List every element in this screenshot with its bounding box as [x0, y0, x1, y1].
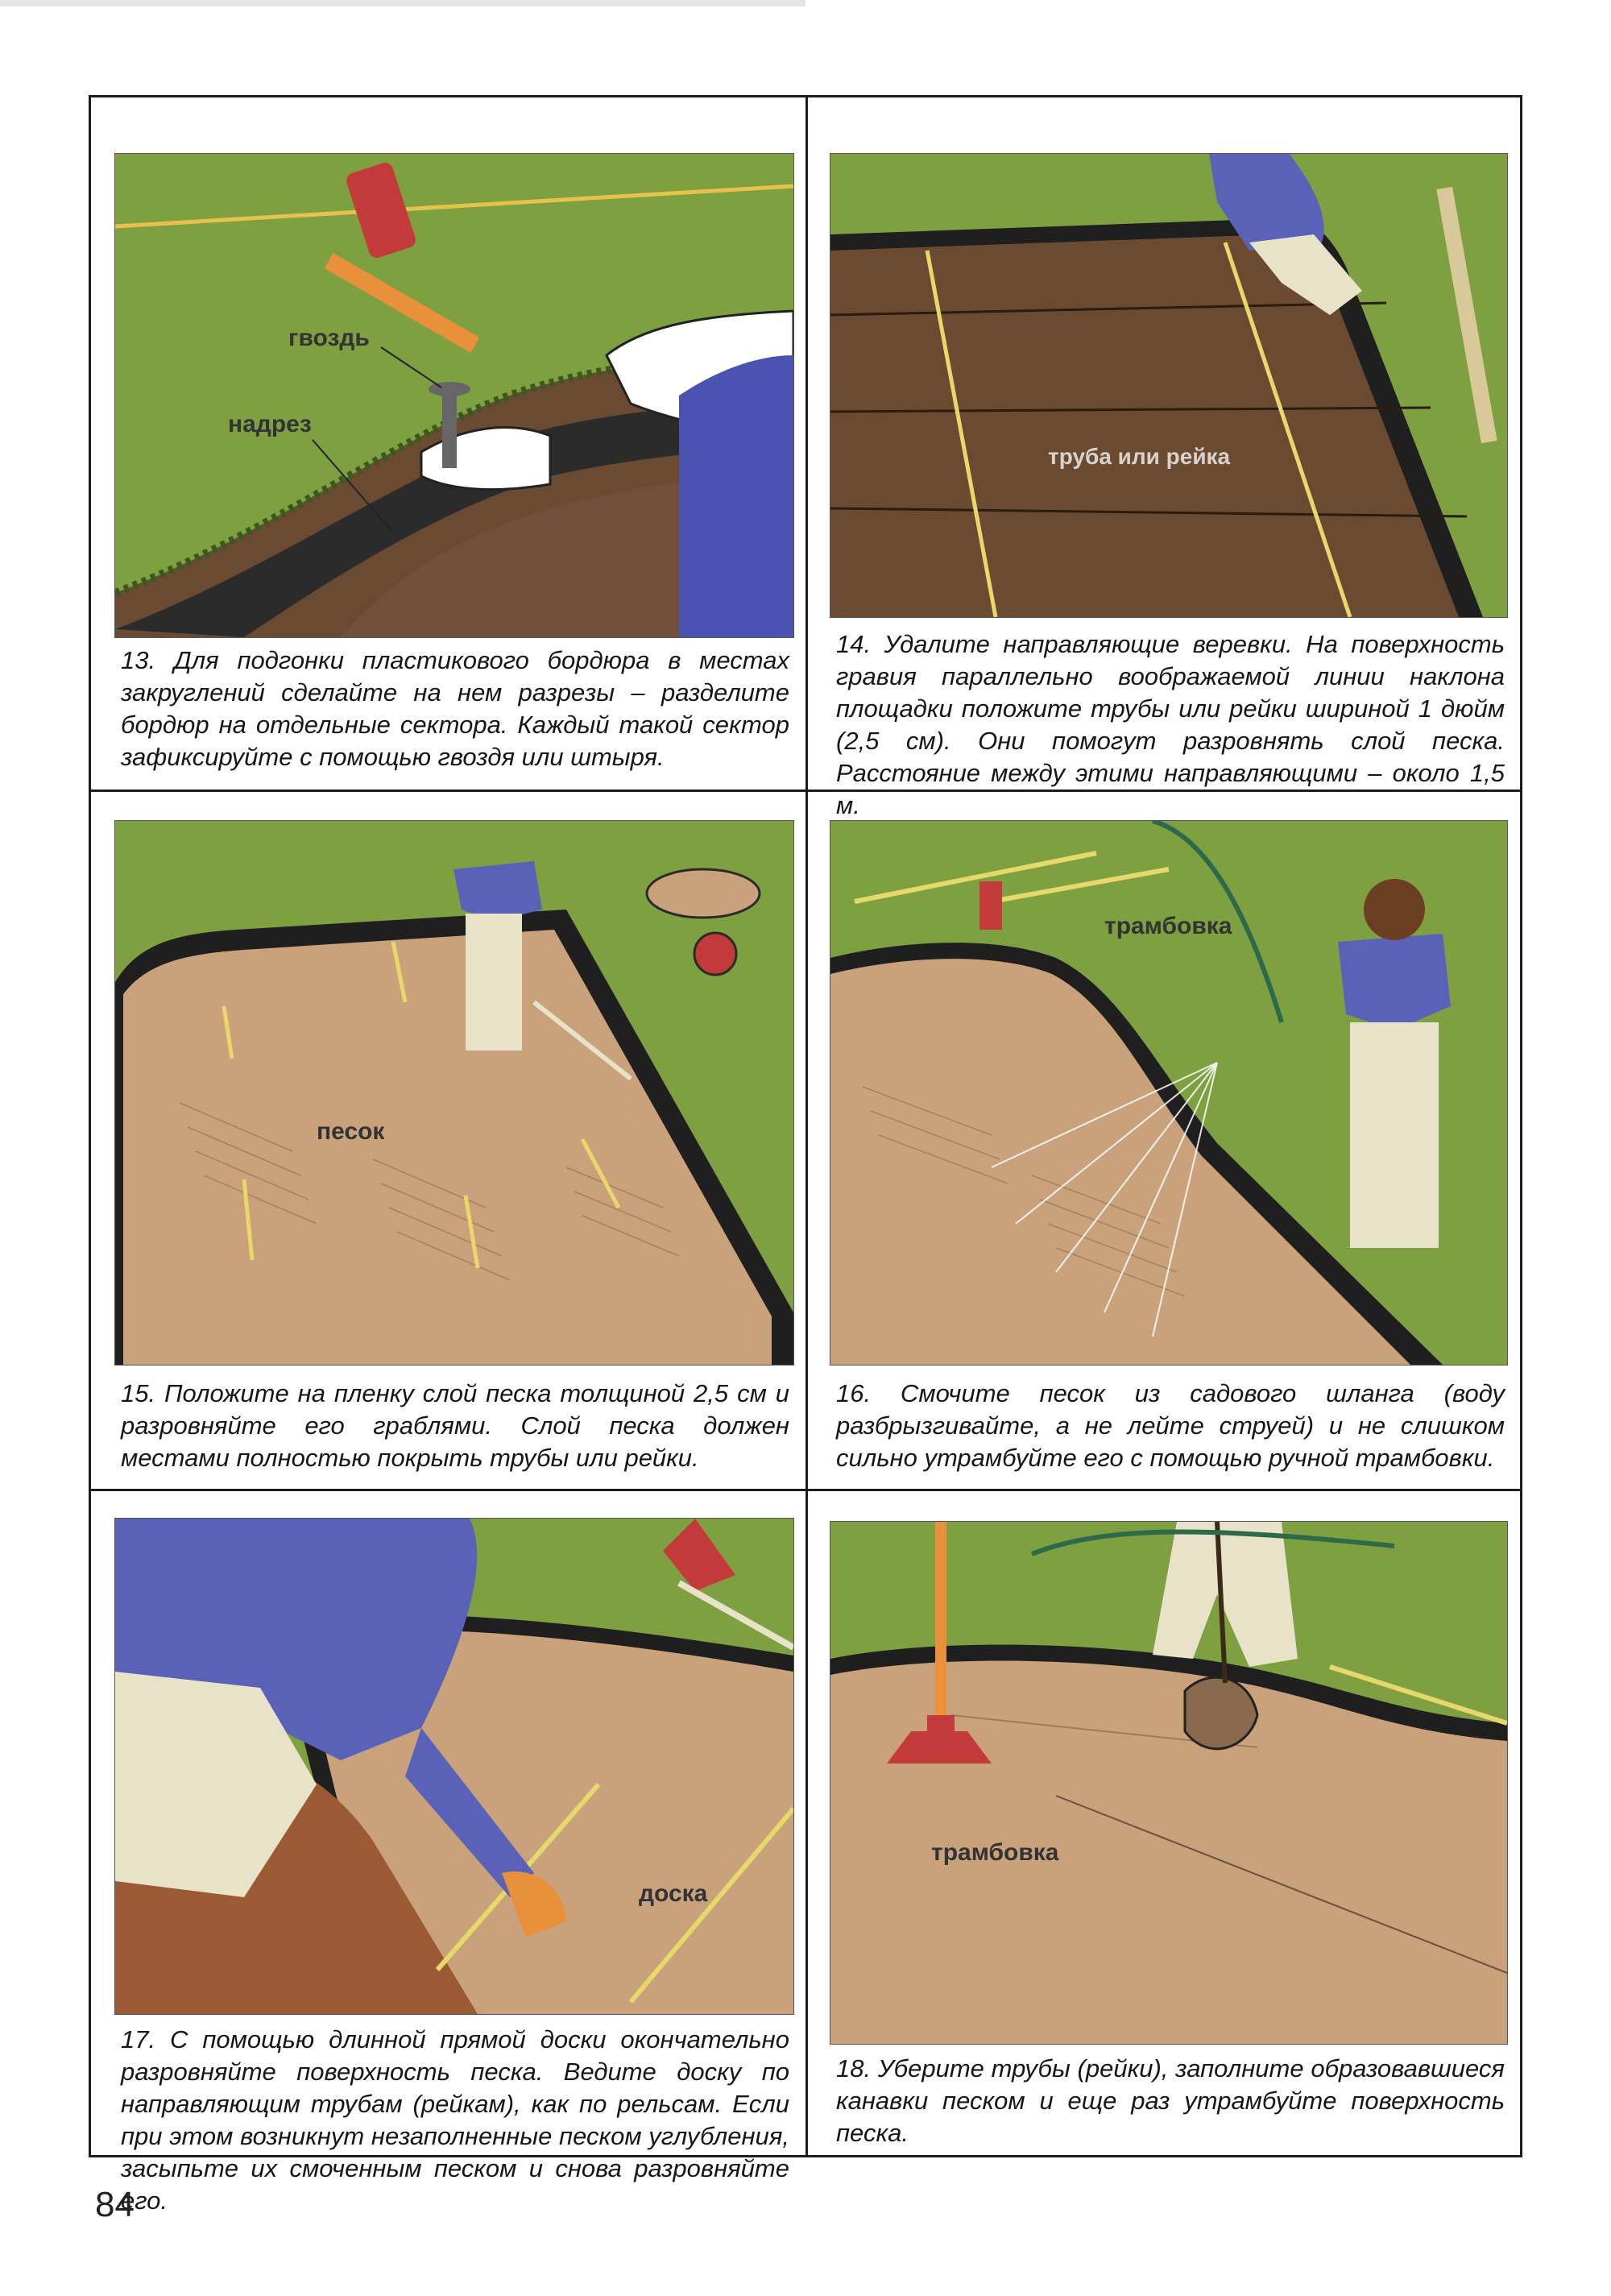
step-17-illustration — [114, 1518, 794, 2015]
step-13-illustration — [114, 153, 794, 638]
step-17-caption: 17. С помощью длинной прямой доски окончательно разровняйте поверхность песка. Ведите доску по направляющим трубам (рейкам), как по рельсам. Если при этом возникнут незаполненные песком углубления, засыпьте их смоченным песком и снова разровняйте его. — [121, 2025, 789, 2215]
step-17-label-board: доска — [639, 1880, 708, 1907]
step-16-illustration — [830, 820, 1508, 1366]
step-16-label-tamper: трамбовка — [1104, 913, 1232, 939]
step-18-label-tamper: трамбовка — [931, 1839, 1059, 1866]
column-divider-row1 — [806, 95, 808, 790]
step-14-label-pipe: труба или рейка — [1048, 444, 1231, 469]
step-15-caption: 15. Положите на пленку слой песка толщиной 2,5 см и разровняйте его граблями. Слой песка должен местами полностью покрыть трубы или рейки. — [121, 1379, 789, 1472]
step-18-illustration — [830, 1521, 1508, 2045]
step-13-label-cut: надрез — [228, 411, 312, 437]
step-13-label-nail: гвоздь — [288, 325, 370, 351]
step-15-illustration — [114, 820, 794, 1366]
column-divider-row2 — [806, 792, 808, 1489]
step-13-caption: 13. Для подгонки пластикового бордюра в местах закруглений сделайте на нем разрезы – разделите бордюр на отдельные сектора. Каждый такой сектор зафиксируйте с помощью гвоздя или штыря. — [121, 646, 789, 771]
page-top-rule — [0, 0, 806, 6]
page-number: 84 — [95, 2185, 135, 2224]
step-16-caption: 16. Смочите песок из садового шланга (воду разбрызгивайте, а не лейте струей) и не слишком сильно утрамбуйте его с помощью ручной трамбовки. — [836, 1379, 1505, 1472]
step-14-caption: 14. Удалите направляющие веревки. На поверхность гравия параллельно воображаемой линии наклона площадки положите трубы или рейки шириной 1 дюйм (2,5 см). Они помогут разровнять слой песка. Расстояние между этими направляющими – около 1,5 м. — [836, 630, 1505, 819]
step-15-label-sand: песок — [317, 1118, 385, 1145]
step-18-caption: 18. Уберите трубы (рейки), заполните образовавшиеся канавки песком и еще раз утрамбуйте поверхность песка. — [836, 2054, 1505, 2147]
column-divider-row3 — [806, 1491, 808, 2157]
step-14-illustration — [830, 153, 1508, 618]
